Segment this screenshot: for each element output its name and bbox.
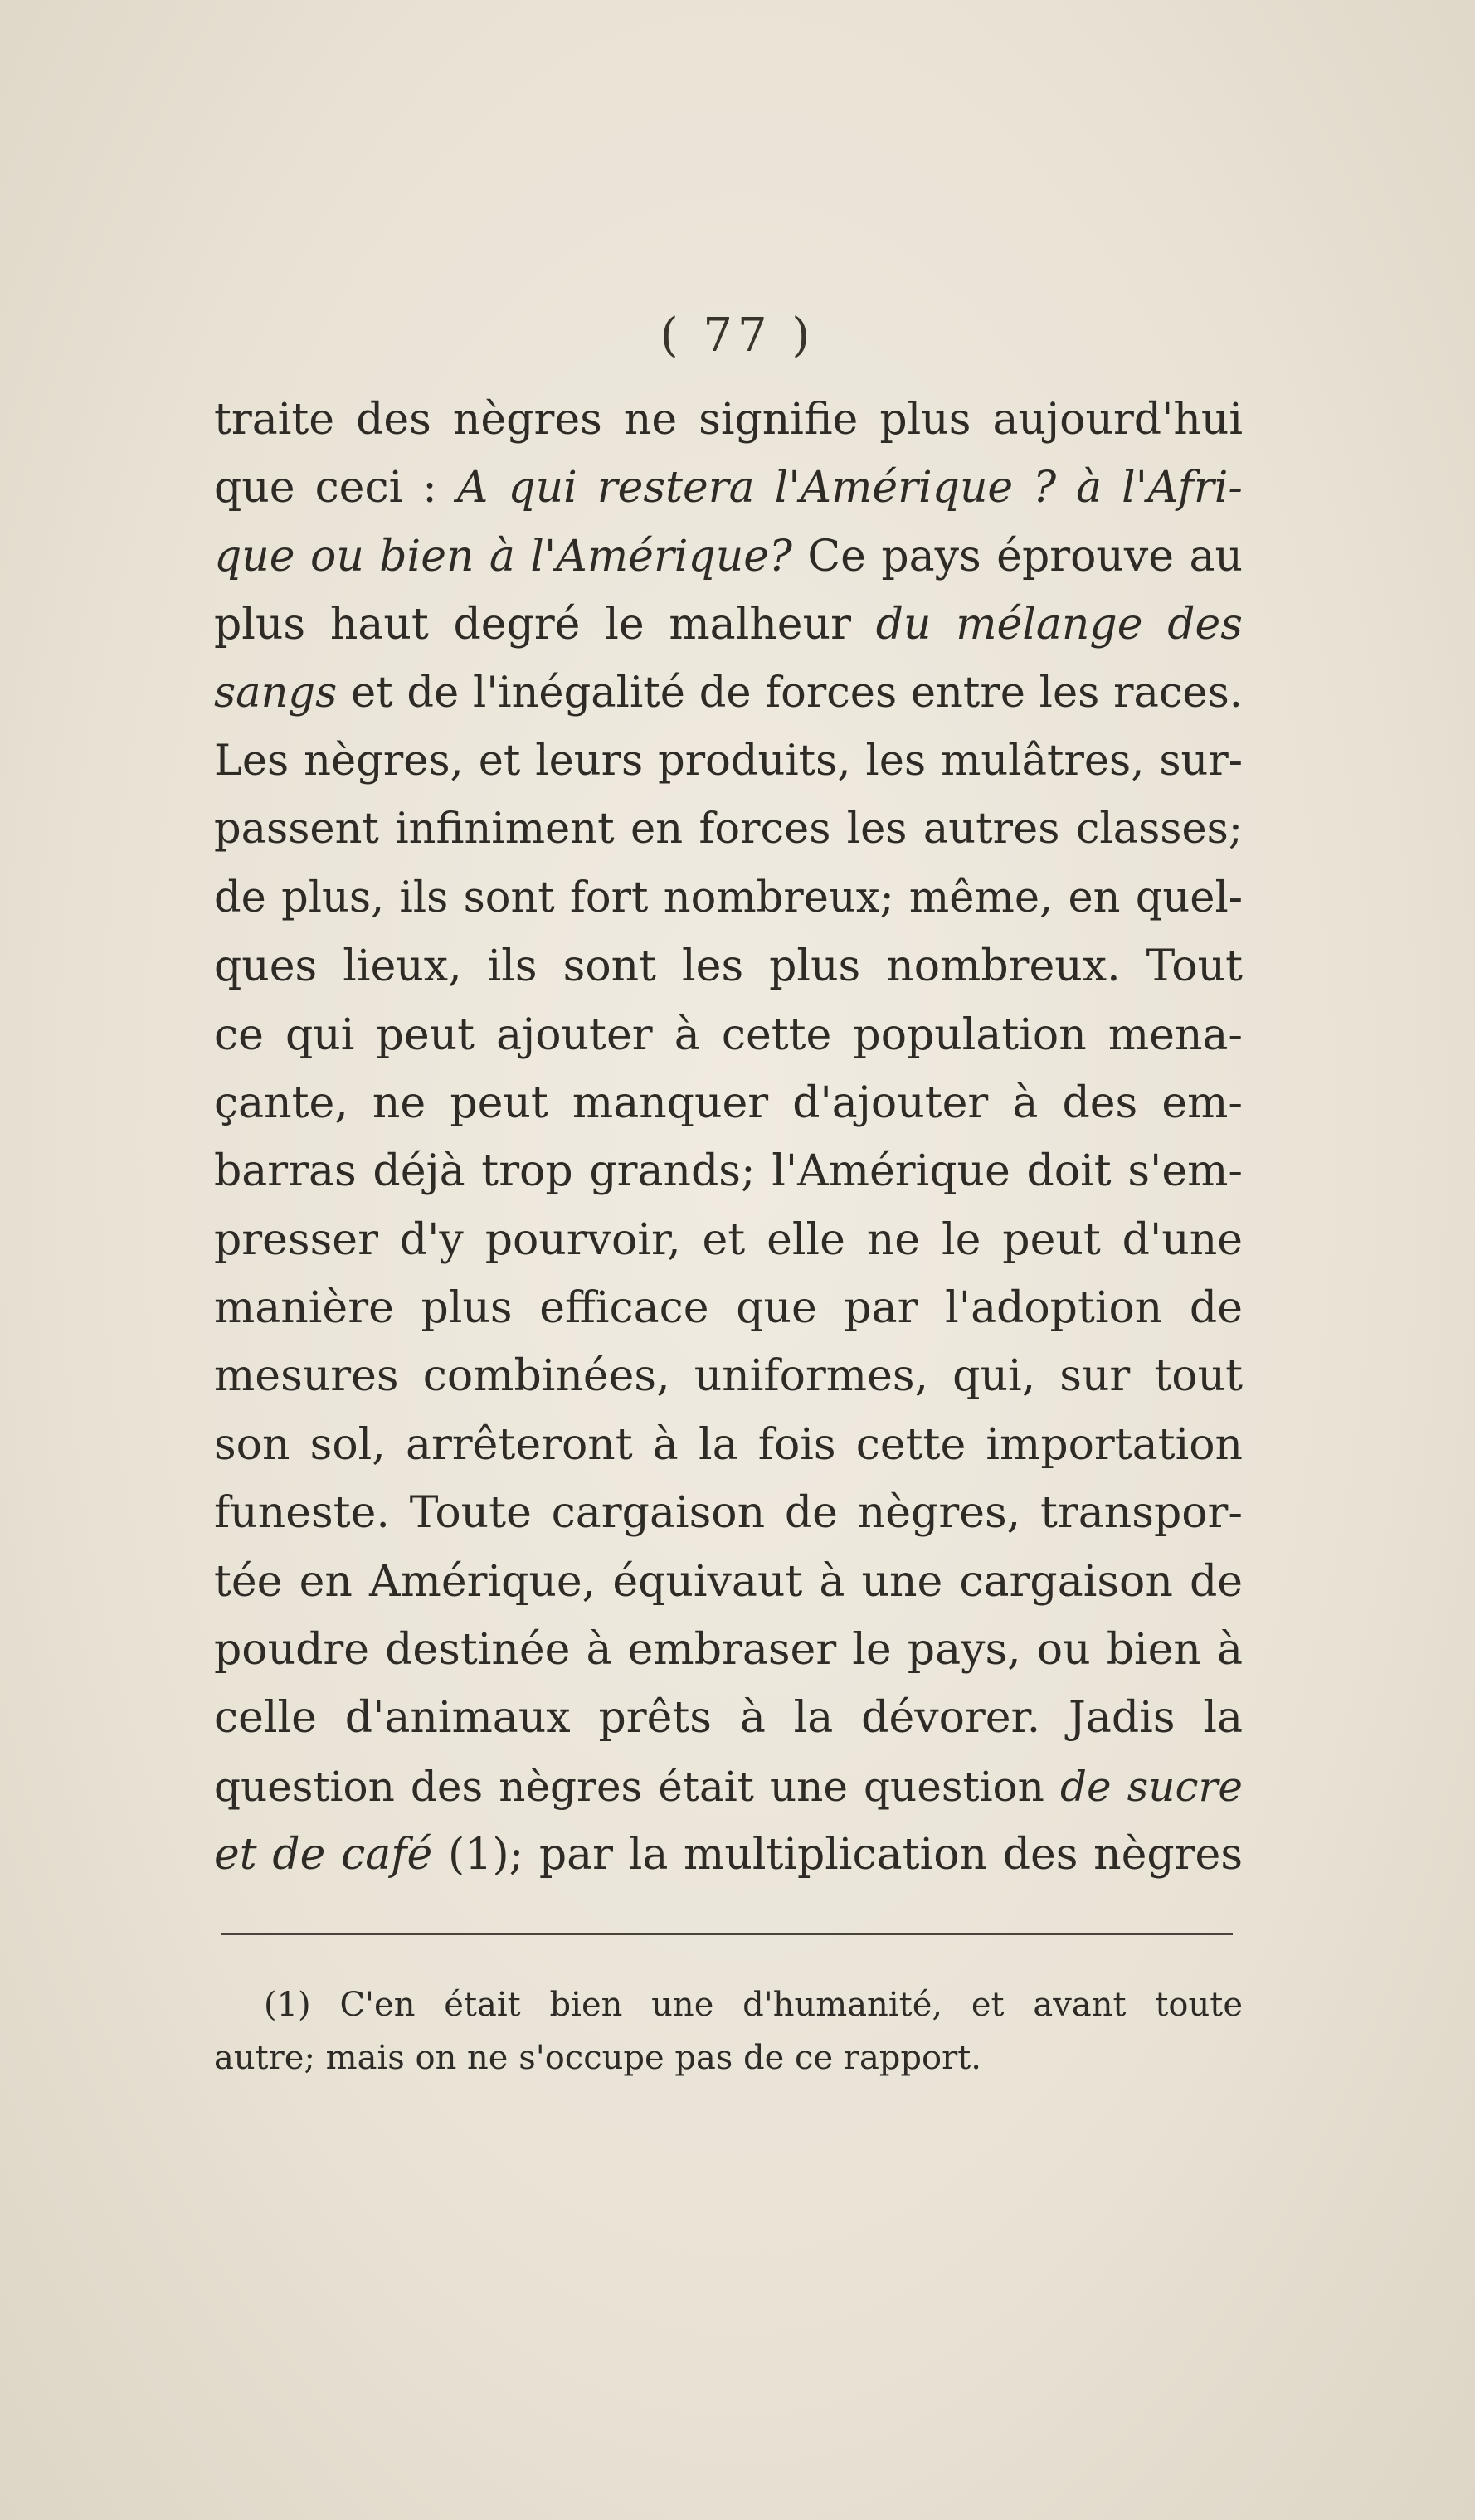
roman-text: presser d'y pourvoir, et elle ne le peut d'une — [214, 1214, 1243, 1265]
text-line — [214, 523, 1243, 591]
roman-text: tée en Amérique, équivaut à une cargaison de — [214, 1556, 1243, 1607]
text-line — [214, 1479, 1243, 1547]
roman-text: manière plus efficace que par l'adoption de — [214, 1283, 1243, 1334]
text-line — [214, 1342, 1243, 1410]
text-line — [214, 1206, 1243, 1274]
footnotes — [214, 1978, 1243, 2085]
roman-text: que ceci : — [214, 463, 457, 513]
text-line — [214, 1616, 1243, 1684]
roman-text: de plus, ils sont fort nombreux; même, en quel- — [214, 873, 1243, 922]
text-line — [214, 1001, 1243, 1069]
roman-text: et de l'inégalité de forces entre les races. — [337, 668, 1243, 718]
roman-text: ce qui peut ajouter à cette population mena- — [214, 1009, 1243, 1060]
text-line — [214, 1684, 1243, 1752]
italic-text: que ou bien à l'Amérique? — [214, 531, 792, 581]
roman-text: celle d'animaux prêts à la dévorer. Jadis la — [214, 1693, 1243, 1744]
roman-text: (1); par la multiplication des nègres — [432, 1830, 1244, 1880]
roman-text: mesures combinées, uniformes, qui, sur tout — [214, 1351, 1243, 1402]
roman-text: traite des nègres ne signifie plus aujourd'hui — [214, 395, 1243, 445]
roman-text: ques lieux, ils sont les plus nombreux. Tout — [214, 941, 1243, 992]
text-line — [214, 454, 1243, 522]
text-line — [214, 591, 1243, 659]
italic-text: sangs — [214, 668, 338, 718]
text-line — [214, 386, 1243, 454]
text-line — [214, 1821, 1243, 1889]
text-line — [214, 727, 1243, 795]
roman-text: passent infiniment en forces les autres classes; — [214, 805, 1243, 854]
roman-text: question des nègres était une question — [214, 1762, 1060, 1811]
footnote-line: autre; mais on ne s'occupe pas de ce rapport. — [214, 2039, 981, 2077]
text-line — [214, 1069, 1243, 1137]
text-line — [214, 1548, 1243, 1616]
roman-text: son sol, arrêteront à la fois cette importation — [214, 1419, 1243, 1470]
text-line — [214, 1274, 1243, 1342]
text-line — [214, 1753, 1243, 1821]
text-line — [214, 659, 1243, 727]
italic-text: du mélange des — [875, 600, 1243, 650]
text-line — [214, 1411, 1243, 1479]
text-line — [214, 864, 1243, 932]
roman-text: funeste. Toute cargaison de nègres, transpor- — [214, 1488, 1243, 1539]
roman-text: poudre destinée à embraser le pays, ou bien à — [214, 1625, 1243, 1676]
page-number: ( 77 ) — [660, 309, 815, 362]
text-line — [214, 932, 1243, 1000]
roman-text: plus haut degré le malheur — [214, 600, 876, 650]
roman-text: barras déjà trop grands; l'Amérique doit s'em- — [214, 1146, 1243, 1197]
footnote-line: (1) C'en était bien une d'humanité, et avant toute — [264, 1986, 1243, 2024]
roman-text: Les nègres, et leurs produits, les mulâtres, sur- — [214, 736, 1243, 786]
italic-text: de sucre — [1059, 1762, 1243, 1811]
text-line — [214, 1137, 1243, 1205]
body-text — [214, 386, 1243, 1890]
roman-text: Ce pays éprouve au — [791, 531, 1243, 581]
roman-text: çante, ne peut manquer d'ajouter à des em- — [214, 1078, 1243, 1128]
italic-text: A qui restera l'Amérique ? à l'Afri- — [456, 463, 1243, 513]
footnote-rule — [221, 1933, 1233, 1935]
text-line — [214, 795, 1243, 864]
italic-text: et de café — [214, 1830, 433, 1880]
